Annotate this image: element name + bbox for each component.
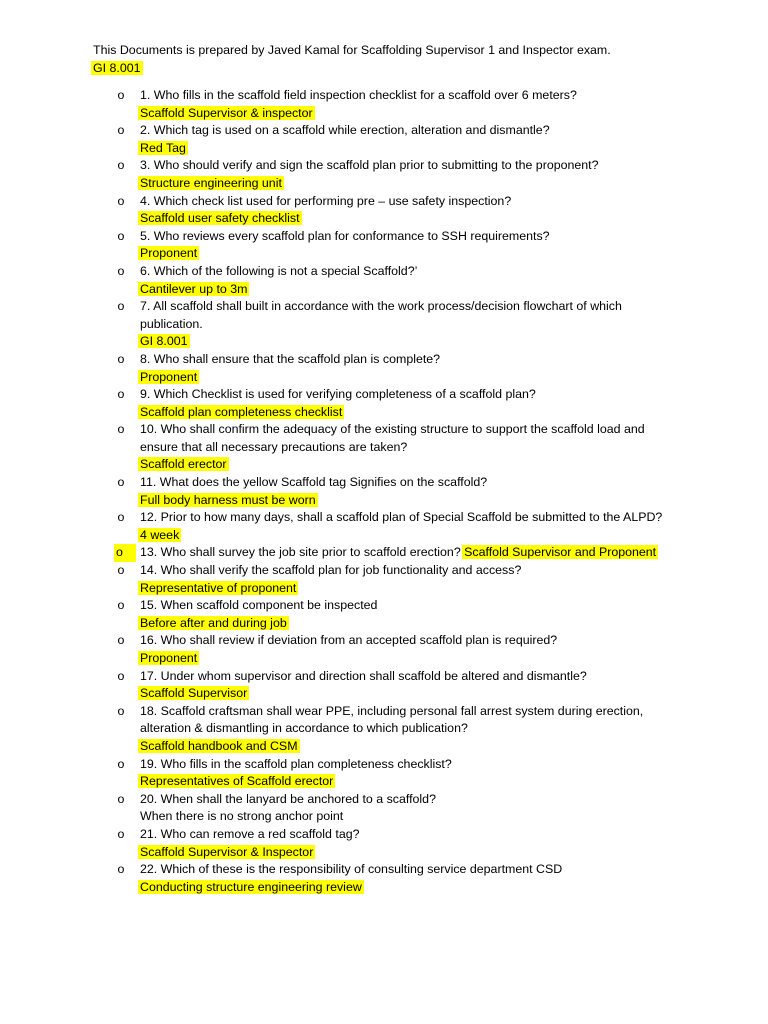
answer-text: Representative of proponent bbox=[140, 580, 297, 595]
list-item bbox=[0, 87, 680, 122]
question-text: 3. Who should verify and sign the scaffold plan prior to submitting to the proponent? bbox=[140, 158, 599, 173]
answer-text: Cantilever up to 3m bbox=[140, 281, 248, 296]
question-text: 20. When shall the lanyard be anchored to a scaffold? bbox=[140, 791, 436, 806]
answer-text: Representatives of Scaffold erector bbox=[140, 774, 334, 789]
answer-text: Scaffold Supervisor bbox=[140, 686, 248, 701]
list-item bbox=[0, 597, 680, 632]
question-text: 15. When scaffold component be inspected bbox=[140, 598, 378, 613]
bullet-icon: o bbox=[117, 756, 125, 771]
question-text: 14. Who shall verify the scaffold plan for job functionality and access? bbox=[140, 563, 522, 578]
question-text: 7. All scaffold shall built in accordance with the work process/decision flowchart of which publication. bbox=[140, 299, 622, 331]
question-text: 11. What does the yellow Scaffold tag Signifies on the scaffold? bbox=[140, 475, 488, 490]
question-text: 19. Who fills in the scaffold plan completeness checklist? bbox=[140, 756, 452, 771]
answer-text: Scaffold Supervisor and Proponent bbox=[464, 545, 657, 560]
answer-text: Conducting structure engineering review bbox=[140, 879, 362, 894]
bullet-icon: o bbox=[117, 422, 125, 437]
answer-text: Proponent bbox=[140, 246, 198, 261]
answer-text: Structure engineering unit bbox=[140, 175, 282, 190]
question-text: 21. Who can remove a red scaffold tag? bbox=[140, 826, 360, 841]
question-text: 6. Which of the following is not a special Scaffold?’ bbox=[140, 263, 418, 278]
list-item bbox=[0, 791, 680, 826]
bullet-icon: o bbox=[114, 544, 136, 562]
bullet-icon: o bbox=[117, 826, 125, 841]
bullet-icon: o bbox=[117, 351, 125, 366]
bullet-icon: o bbox=[117, 598, 125, 613]
list-item bbox=[0, 544, 680, 562]
question-text: 17. Under whom supervisor and direction shall scaffold be altered and dismantle? bbox=[140, 668, 587, 683]
header-line: This Documents is prepared by Javed Kamal for Scaffolding Supervisor 1 and Inspector exam. bbox=[93, 43, 611, 57]
bullet-icon: o bbox=[117, 703, 125, 718]
bullet-icon: o bbox=[117, 475, 125, 490]
answer-text: GI 8.001 bbox=[140, 334, 188, 349]
bullet-icon: o bbox=[117, 387, 125, 402]
header-reference: GI 8.001 bbox=[93, 60, 141, 75]
bullet-icon: o bbox=[117, 510, 125, 525]
answer-text: Scaffold Supervisor & inspector bbox=[140, 105, 313, 120]
question-text: 5. Who reviews every scaffold plan for conformance to SSH requirements? bbox=[140, 228, 550, 243]
question-list bbox=[0, 87, 768, 896]
list-item bbox=[0, 668, 680, 703]
list-item bbox=[0, 509, 680, 544]
bullet-icon: o bbox=[117, 633, 125, 648]
question-text: 16. Who shall review if deviation from an accepted scaffold plan is required? bbox=[140, 633, 558, 648]
answer-text: Proponent bbox=[140, 369, 198, 384]
question-text: 10. Who shall confirm the adequacy of the existing structure to support the scaffold load and ensure that all necessary precautions are taken? bbox=[140, 422, 645, 454]
answer-text: When there is no strong anchor point bbox=[140, 809, 344, 824]
list-item bbox=[0, 632, 680, 667]
bullet-icon: o bbox=[117, 88, 125, 102]
bullet-icon: o bbox=[117, 158, 125, 173]
answer-text: Red Tag bbox=[140, 140, 186, 155]
answer-text: Proponent bbox=[140, 651, 198, 665]
list-item bbox=[0, 263, 680, 298]
list-item bbox=[0, 826, 680, 861]
question-text: 22. Which of these is the responsibility of consulting service department CSD bbox=[140, 862, 563, 877]
list-item bbox=[0, 421, 680, 474]
question-text: 1. Who fills in the scaffold field inspection checklist for a scaffold over 6 meters? bbox=[140, 88, 577, 102]
list-item bbox=[0, 228, 680, 263]
question-text: 2. Which tag is used on a scaffold while erection, alteration and dismantle? bbox=[140, 123, 550, 138]
document-header bbox=[93, 42, 753, 77]
question-text: 8. Who shall ensure that the scaffold plan is complete? bbox=[140, 351, 441, 366]
bullet-icon: o bbox=[117, 299, 125, 314]
bullet-icon: o bbox=[117, 263, 125, 278]
question-text: 18. Scaffold craftsman shall wear PPE, including personal fall arrest system during erection, alteration & dismantling in accordance to which publication? bbox=[140, 703, 644, 736]
list-item bbox=[0, 562, 680, 597]
answer-text: Scaffold user safety checklist bbox=[140, 211, 300, 226]
list-item bbox=[0, 861, 680, 896]
bullet-icon: o bbox=[117, 228, 125, 243]
answer-text: Scaffold plan completeness checklist bbox=[140, 404, 343, 419]
list-item bbox=[0, 193, 680, 228]
list-item bbox=[0, 122, 680, 157]
question-text: 9. Which Checklist is used for verifying completeness of a scaffold plan? bbox=[140, 387, 536, 402]
bullet-icon: o bbox=[117, 563, 125, 578]
answer-text: 4 week bbox=[140, 527, 180, 542]
answer-text: Before after and during job bbox=[140, 615, 287, 630]
answer-text: Scaffold Supervisor & Inspector bbox=[140, 844, 314, 859]
list-item bbox=[0, 386, 680, 421]
question-text: 12. Prior to how many days, shall a scaffold plan of Special Scaffold be submitted to the ALPD? bbox=[140, 510, 663, 525]
list-item bbox=[0, 157, 680, 192]
list-item bbox=[0, 703, 680, 756]
answer-text: Scaffold handbook and CSM bbox=[140, 738, 298, 753]
question-text: 13. Who shall survey the job site prior to scaffold erection? bbox=[140, 545, 461, 560]
question-text: 4. Which check list used for performing pre – use safety inspection? bbox=[140, 193, 512, 208]
answer-text: Scaffold erector bbox=[140, 457, 227, 472]
list-item bbox=[0, 351, 680, 386]
list-item bbox=[0, 756, 680, 791]
list-item bbox=[0, 298, 680, 351]
list-item bbox=[0, 474, 680, 509]
bullet-icon: o bbox=[117, 791, 125, 806]
bullet-icon: o bbox=[117, 123, 125, 138]
bullet-icon: o bbox=[117, 668, 125, 683]
answer-text: Full body harness must be worn bbox=[140, 492, 316, 507]
bullet-icon: o bbox=[117, 193, 125, 208]
bullet-icon: o bbox=[117, 862, 125, 877]
